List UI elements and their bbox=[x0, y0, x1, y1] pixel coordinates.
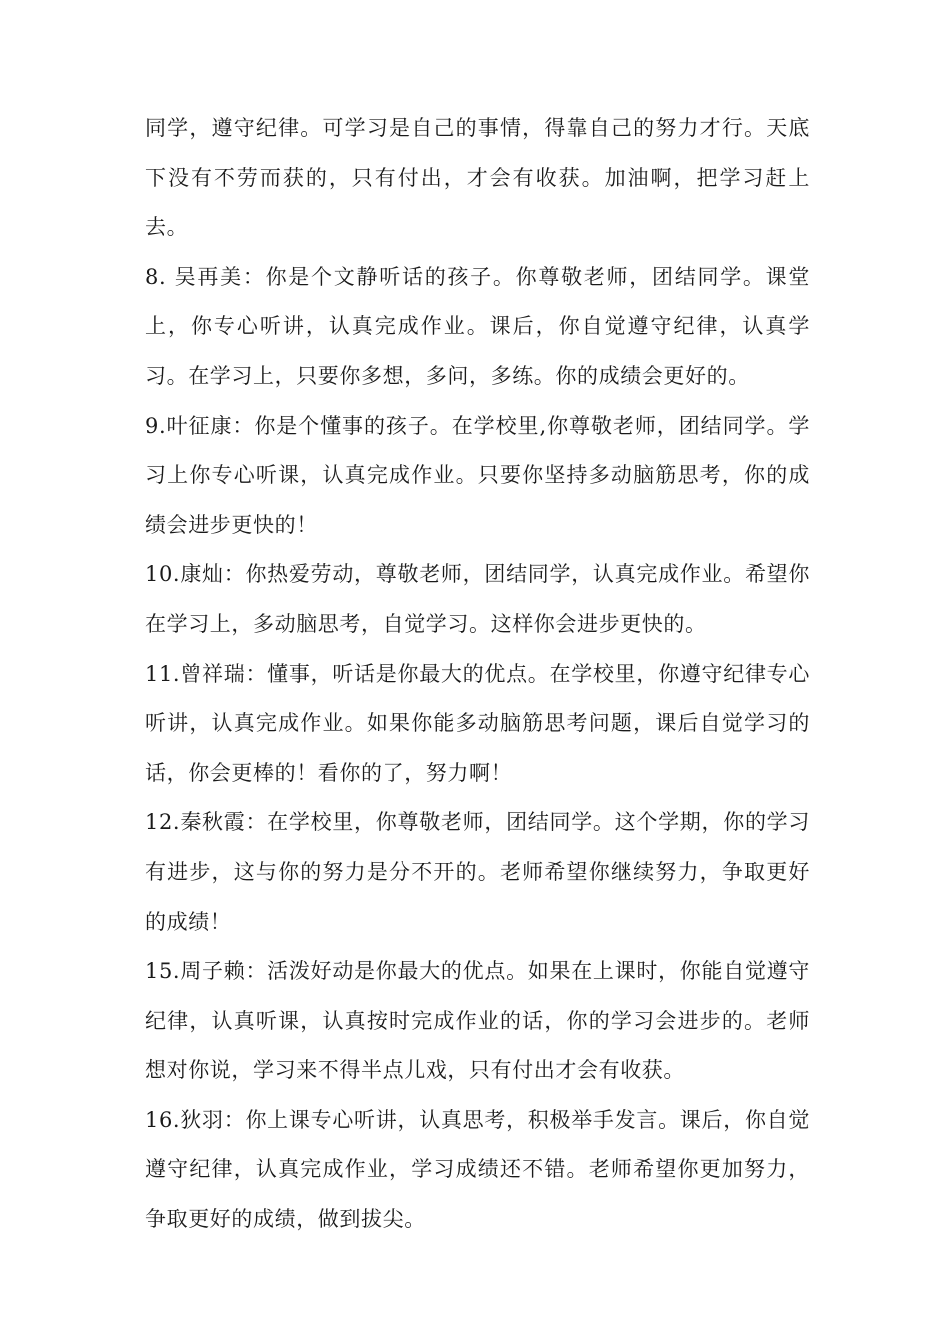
document-body bbox=[145, 104, 810, 1245]
paragraph-comment-8: 8. 吴再美：你是个文静听话的孩子。你尊敬老师，团结同学。课堂上，你专心听讲，认真完成作业。课后，你自觉遵守纪律，认真学习。在学习上，只要你多想，多问，多练。你的成绩会更好的。 bbox=[145, 264, 810, 388]
paragraph-comment-10: 10.康灿：你热爱劳动，尊敬老师，团结同学，认真完成作业。希望你在学习上，多动脑思考，自觉学习。这样你会进步更快的。 bbox=[145, 562, 810, 636]
paragraph-intro: 同学，遵守纪律。可学习是自己的事情，得靠自己的努力才行。天底下没有不劳而获的，只有付出，才会有收获。加油啊，把学习赶上去。 bbox=[145, 116, 810, 240]
paragraph-comment-15: 15.周子赖：活泼好动是你最大的优点。如果在上课时，你能自觉遵守纪律，认真听课，认真按时完成作业的话，你的学习会进步的。老师想对你说，学习来不得半点儿戏，只有付出才会有收获。 bbox=[145, 959, 810, 1083]
paragraph-comment-9: 9.叶征康：你是个懂事的孩子。在学校里,你尊敬老师，团结同学。学习上你专心听课，认真完成作业。只要你坚持多动脑筋思考，你的成绩会进步更快的！ bbox=[145, 413, 810, 537]
paragraph-comment-12: 12.秦秋霞：在学校里，你尊敬老师，团结同学。这个学期，你的学习有进步，这与你的努力是分不开的。老师希望你继续努力，争取更好的成绩！ bbox=[145, 810, 810, 934]
paragraph-comment-16: 16.狄羽：你上课专心听讲，认真思考，积极举手发言。课后，你自觉遵守纪律，认真完成作业，学习成绩还不错。老师希望你更加努力，争取更好的成绩，做到拔尖。 bbox=[145, 1107, 810, 1232]
paragraph-comment-11: 11.曾祥瑞：懂事，听话是你最大的优点。在学校里，你遵守纪律专心听讲，认真完成作业。如果你能多动脑筋思考问题，课后自觉学习的话，你会更棒的！看你的了，努力啊！ bbox=[145, 661, 810, 785]
